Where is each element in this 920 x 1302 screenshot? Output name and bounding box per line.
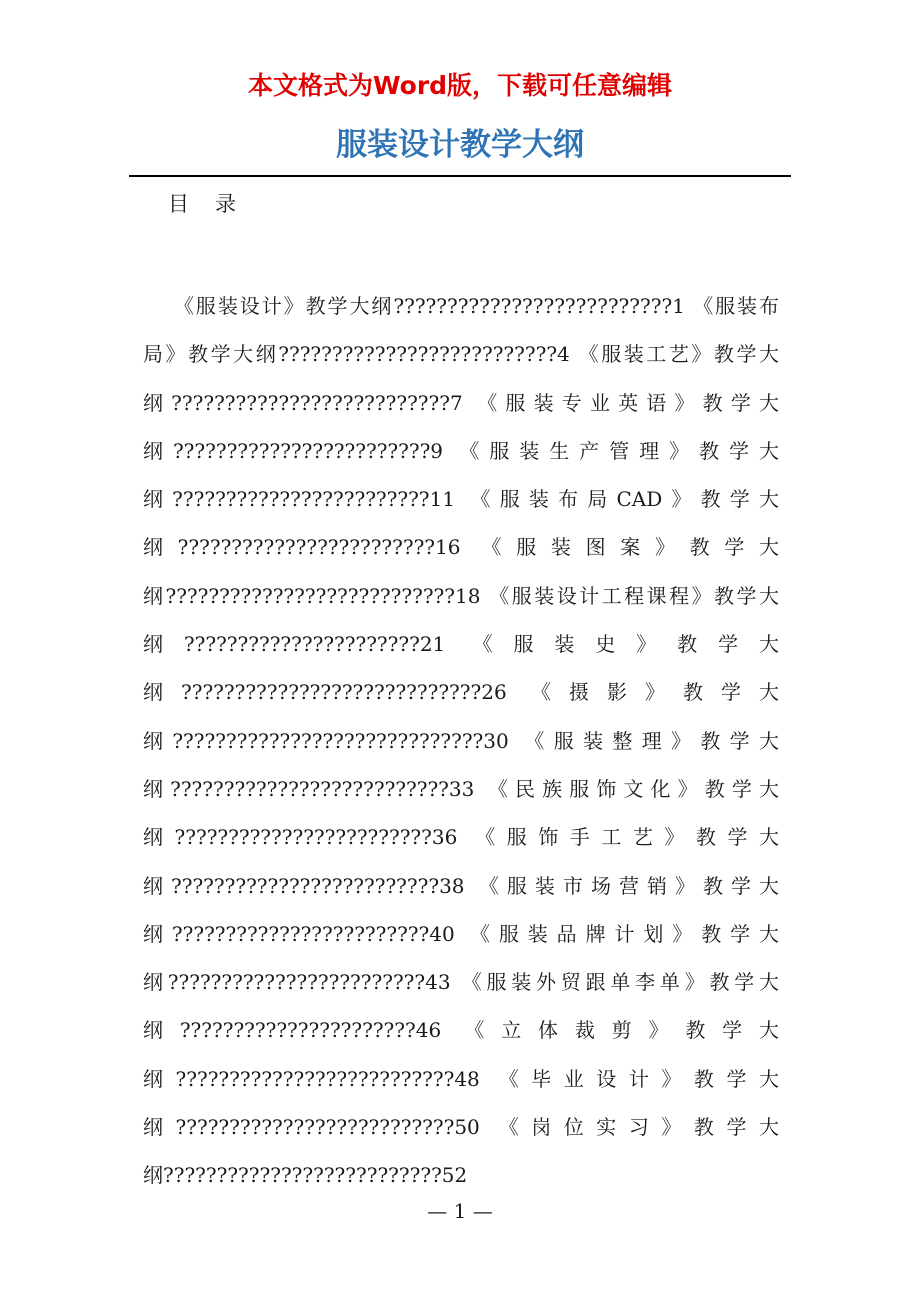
page-number: — 1 —	[427, 1199, 493, 1223]
toc-entry[interactable]: 《服装史》教学大纲????????????????????????????26	[143, 632, 780, 705]
toc-entry[interactable]: 《服装生产管理》教学大纲????????????????????????11	[143, 438, 780, 512]
toc-entry[interactable]: 《服装市场营销》教学大纲????????????????????????40	[143, 873, 780, 946]
document-title: 服装设计教学大纲	[336, 127, 584, 163]
toc-entry[interactable]: 《岗位实习》教学大纲??????????????????????????52	[143, 1115, 779, 1188]
title-divider	[129, 175, 791, 177]
toc-heading: 目录	[168, 192, 262, 216]
toc-entry[interactable]: 《民族服饰文化》教学大纲????????????????????????36	[143, 776, 780, 850]
toc-entry[interactable]: 《服装布局CAD》教学大纲????????????????????????16	[143, 487, 779, 560]
toc-entry[interactable]: 《服装专业英语》教学大纲????????????????????????9	[143, 390, 780, 463]
toc-entry[interactable]: 《摄影》教学大纲?????????????????????????????30	[143, 680, 780, 753]
toc-entry[interactable]: 《服装设计工程课程》教学大纲??????????????????????21	[143, 583, 779, 657]
toc-entry[interactable]: 《服装品牌计划》教学大纲????????????????????????43	[143, 921, 780, 995]
download-notice: 本文格式为Word版，下载可任意编辑	[247, 71, 673, 100]
toc-entry[interactable]: 《服装图案》教学大纲???????????????????????????18	[143, 535, 780, 608]
toc-entry[interactable]: 《服装外贸跟单李单》教学大纲??????????????????????46	[143, 970, 780, 1043]
toc-entry[interactable]: 《立体裁剪》教学大纲??????????????????????????48	[143, 1018, 779, 1091]
toc-entry[interactable]: 《毕业设计》教学大纲??????????????????????????50	[143, 1066, 779, 1140]
toc-entry[interactable]: 《服装布局》教学大纲??????????????????????????4	[143, 294, 779, 367]
toc-entry[interactable]: 《服饰手工艺》教学大纲?????????????????????????38	[143, 825, 779, 898]
toc-entry[interactable]: 《服装整理》教学大纲??????????????????????????33	[143, 728, 780, 801]
toc-entry[interactable]: 《服装工艺》教学大纲??????????????????????????7	[143, 342, 780, 415]
toc-body	[143, 282, 779, 1200]
toc-entry[interactable]: 《服装设计》教学大纲??????????????????????????1	[174, 294, 685, 318]
